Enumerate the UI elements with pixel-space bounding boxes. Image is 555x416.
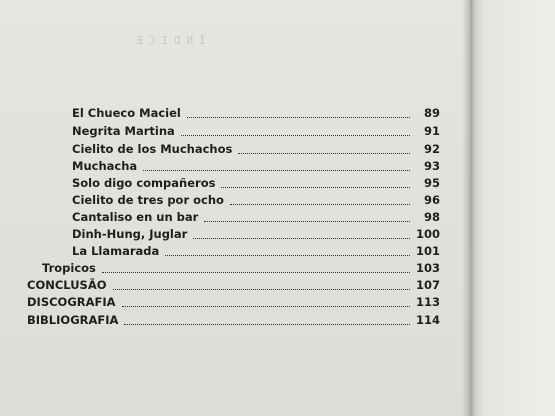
dot-leader (143, 170, 410, 171)
toc-entry-page: 95 (423, 176, 440, 190)
dot-leader (181, 135, 410, 136)
toc-entry-page: 103 (415, 261, 440, 275)
toc-entry (72, 208, 440, 224)
toc-entry-page: 100 (415, 227, 440, 241)
toc-entry-page: 92 (423, 142, 440, 156)
toc-entry-title: Solo digo compañeros (72, 176, 216, 190)
toc-entry-title: Cantaliso en un bar (72, 210, 199, 224)
toc-entry (72, 191, 440, 207)
toc-entry (27, 293, 440, 309)
toc-entry-title: Cielito de los Muchachos (72, 142, 233, 156)
toc-entry (42, 259, 440, 275)
dot-leader (124, 324, 410, 325)
toc-entry-title: CONCLUSÃO (27, 278, 107, 292)
toc-entry (72, 225, 440, 241)
toc-entry-title: BIBLIOGRAFIA (27, 313, 119, 327)
toc-entry (27, 276, 440, 292)
dot-leader (113, 289, 410, 290)
toc-entry-page: 91 (423, 124, 440, 138)
show-through-text: ÍNDICE (130, 34, 206, 47)
toc-entry-title: DISCOGRAFIA (27, 295, 116, 309)
toc-entry-page: 93 (423, 159, 440, 173)
dot-leader (122, 306, 410, 307)
dot-leader (102, 272, 410, 273)
dot-leader (230, 204, 410, 205)
toc-entry (72, 174, 440, 190)
toc-entry-title: Muchacha (72, 159, 138, 173)
toc-entry-page: 107 (415, 278, 440, 292)
dot-leader (238, 153, 410, 154)
toc-entry (72, 104, 440, 120)
dot-leader (193, 238, 410, 239)
toc-entry (72, 157, 440, 173)
toc-entry (72, 122, 440, 138)
dot-leader (204, 221, 410, 222)
toc-entry-page: 113 (415, 295, 440, 309)
book-gutter (462, 0, 476, 416)
toc-entry-title: La Llamarada (72, 244, 160, 258)
toc-entry (72, 140, 440, 156)
toc-entry-page: 98 (423, 210, 440, 224)
dot-leader (165, 255, 410, 256)
toc-entry-page: 89 (423, 106, 440, 120)
toc-entry-title: Cielito de tres por ocho (72, 193, 224, 207)
toc-entry-title: Negrita Martina (72, 124, 175, 138)
dot-leader (221, 187, 410, 188)
facing-page-edge (470, 0, 555, 416)
toc-entry (27, 311, 440, 327)
toc-entry-page: 96 (423, 193, 440, 207)
toc-entry-page: 101 (415, 244, 440, 258)
dot-leader (187, 117, 410, 118)
toc-entry-title: El Chueco Maciel (72, 106, 181, 120)
toc-entry-page: 114 (415, 313, 440, 327)
toc-entry (72, 242, 440, 258)
toc-entry-title: Tropicos (42, 261, 96, 275)
toc-entry-title: Dinh-Hung, Juglar (72, 227, 188, 241)
